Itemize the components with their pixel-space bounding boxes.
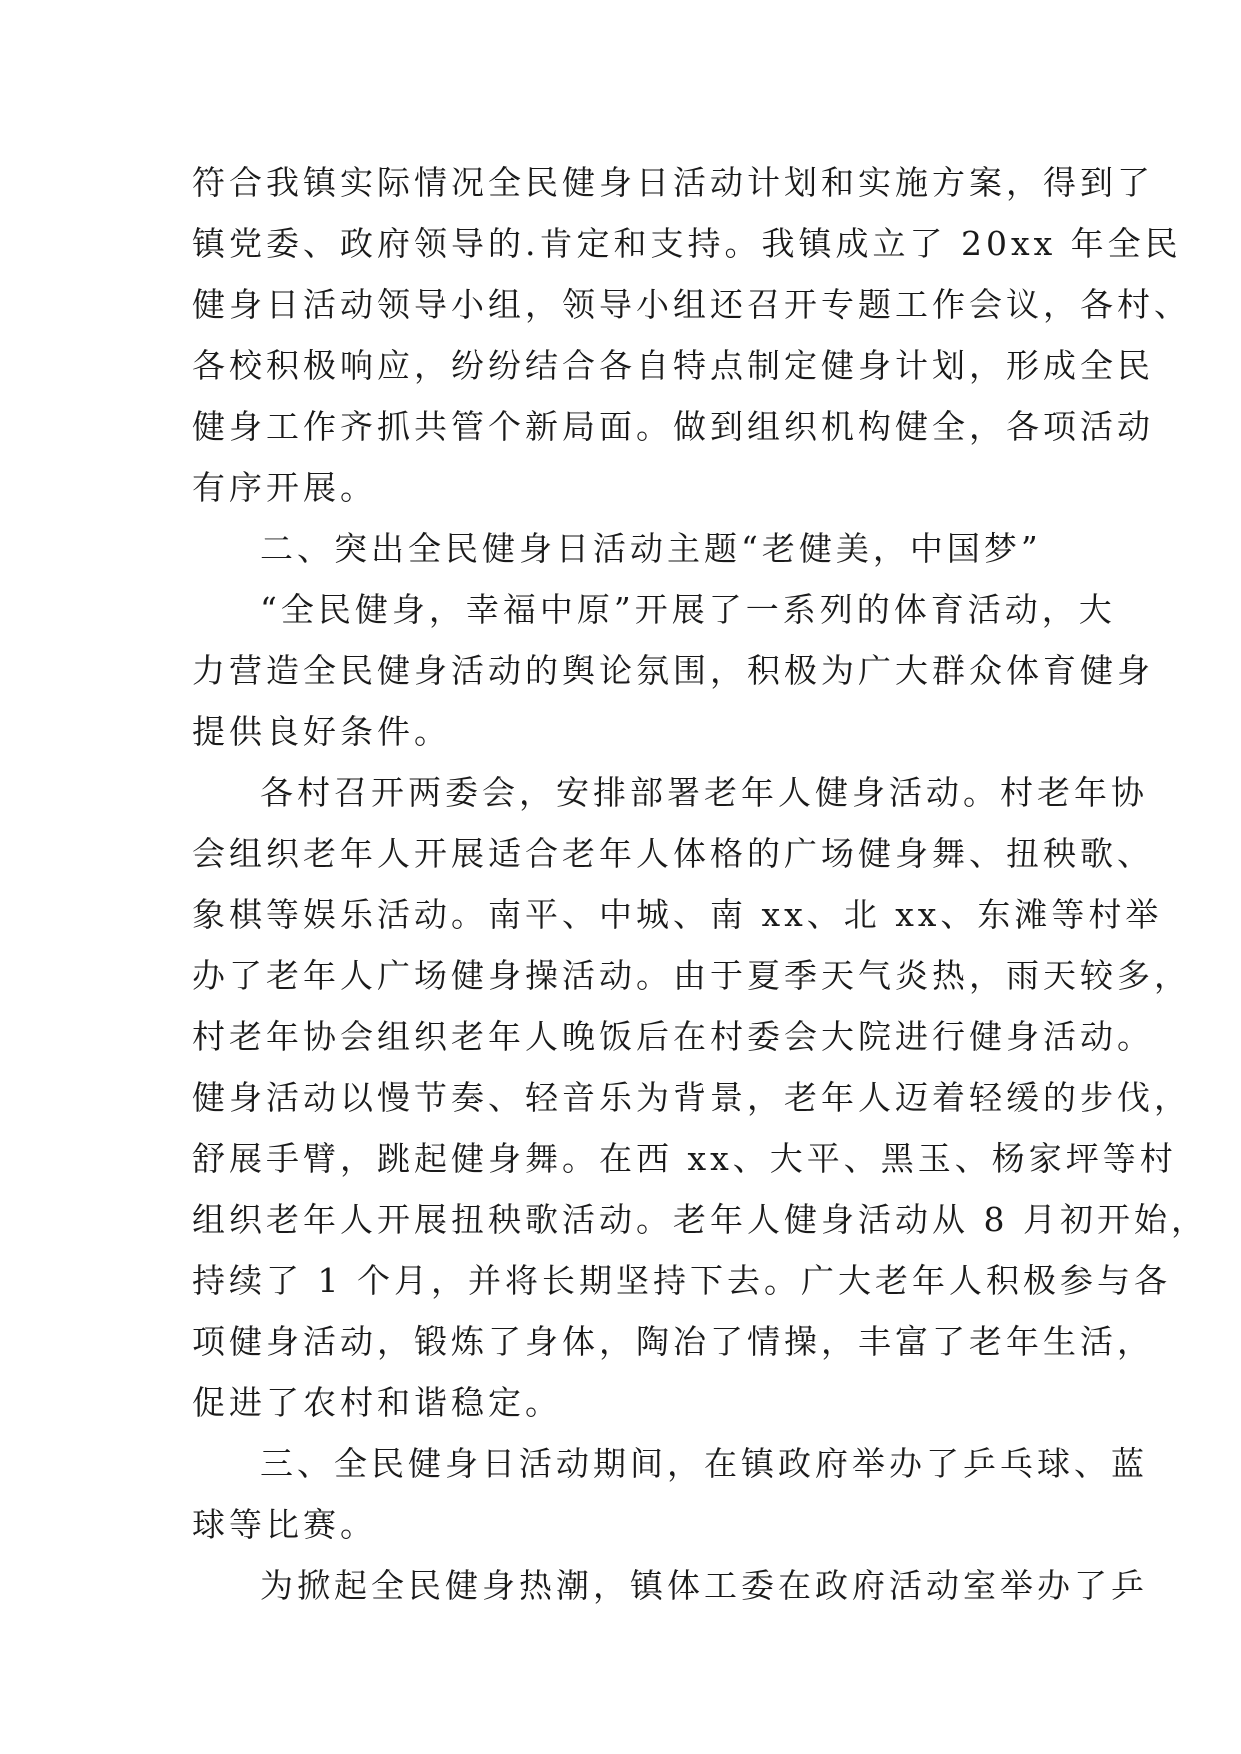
text-line: 各村召开两委会，安排部署老年人健身活动。村老年协 xyxy=(260,773,1148,812)
section-heading: 三、全民健身日活动期间，在镇政府举办了乒乓球、蓝 xyxy=(260,1444,1148,1483)
text-line: 健身工作齐抓共管个新局面。做到组织机构健全，各项活动 xyxy=(192,407,1154,446)
text-line: 村老年协会组织老年人晚饭后在村委会大院进行健身活动。 xyxy=(192,1017,1154,1056)
text-line: 为掀起全民健身热潮，镇体工委在政府活动室举办了乒 xyxy=(260,1566,1148,1605)
text-line: 办了老年人广场健身操活动。由于夏季天气炎热，雨天较多， xyxy=(192,956,1191,995)
text-line: 镇党委、政府领导的.肯定和支持。我镇成立了 20xx 年全民 xyxy=(192,224,1182,263)
section-heading: 二、突出全民健身日活动主题“老健美，中国梦” xyxy=(260,529,1042,568)
text-line: “全民健身，幸福中原”开展了一系列的体育活动，大 xyxy=(260,590,1116,629)
text-line: 符合我镇实际情况全民健身日活动计划和实施方案，得到了 xyxy=(192,163,1154,202)
text-line: 力营造全民健身活动的舆论氛围，积极为广大群众体育健身 xyxy=(192,651,1154,690)
text-line: 象棋等娱乐活动。南平、中城、南 xx、北 xx、东滩等村举 xyxy=(192,895,1163,934)
text-line: 健身活动以慢节奏、轻音乐为背景，老年人迈着轻缓的步伐， xyxy=(192,1078,1191,1117)
text-line: 各校积极响应，纷纷结合各自特点制定健身计划，形成全民 xyxy=(192,346,1154,385)
text-line: 球等比赛。 xyxy=(192,1505,377,1544)
text-line: 健身日活动领导小组，领导小组还召开专题工作会议，各村、 xyxy=(192,285,1191,324)
text-line: 持续了 1 个月，并将长期坚持下去。广大老年人积极参与各 xyxy=(192,1261,1171,1300)
text-line: 有序开展。 xyxy=(192,468,377,507)
text-line: 项健身活动，锻炼了身体，陶冶了情操，丰富了老年生活， xyxy=(192,1322,1154,1361)
text-line: 组织老年人开展扭秧歌活动。老年人健身活动从 8 月初开始， xyxy=(192,1200,1208,1239)
text-line: 会组织老年人开展适合老年人体格的广场健身舞、扭秧歌、 xyxy=(192,834,1154,873)
document-body xyxy=(192,152,1208,1616)
text-line: 提供良好条件。 xyxy=(192,712,451,751)
text-line: 促进了农村和谐稳定。 xyxy=(192,1383,562,1422)
text-line: 舒展手臂，跳起健身舞。在西 xx、大平、黑玉、杨家坪等村 xyxy=(192,1139,1177,1178)
